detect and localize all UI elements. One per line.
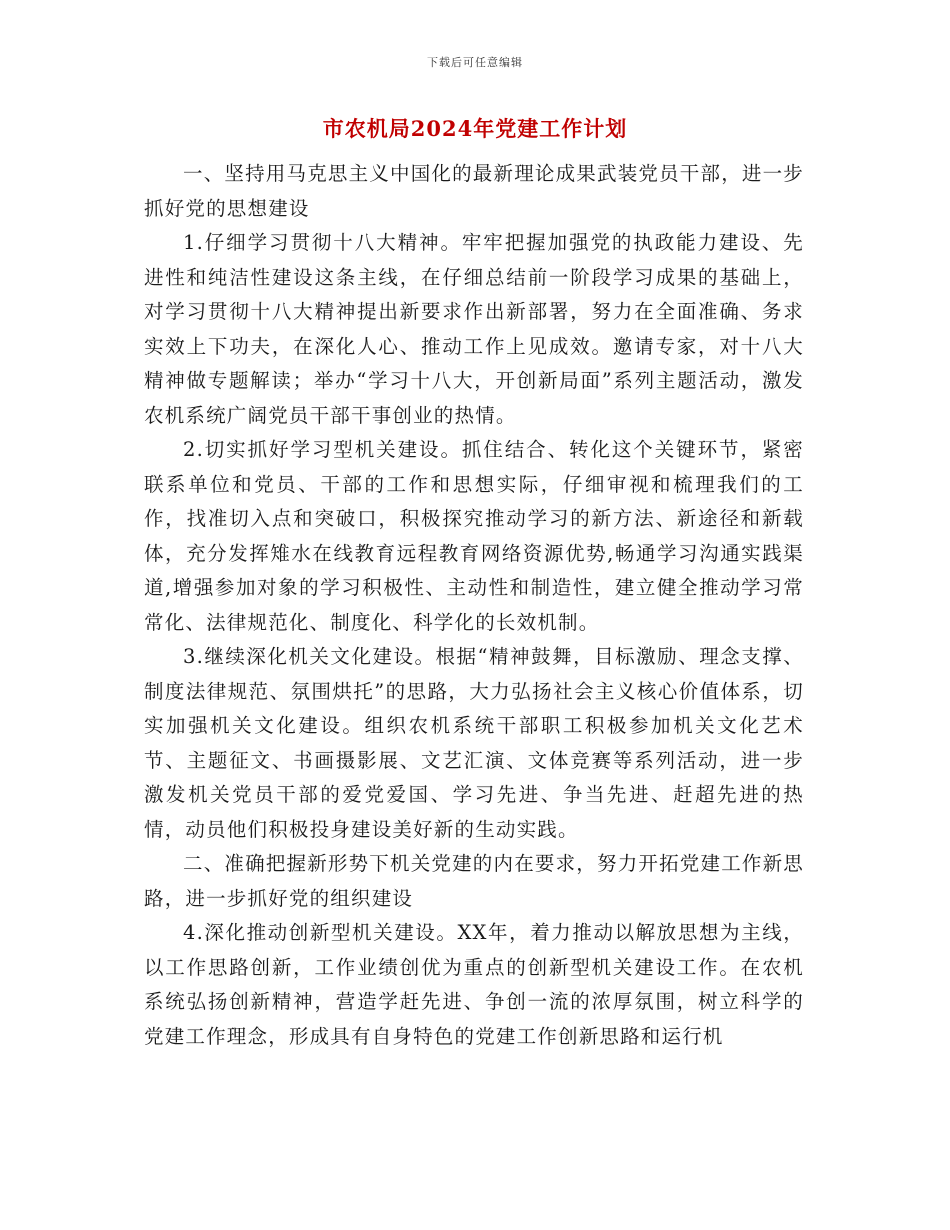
section-heading-1: 一、坚持用马克思主义中国化的最新理论成果武装党员干部，进一步抓好党的思想建设: [144, 162, 805, 220]
document-title: 市农机局2024年党建工作计划: [322, 116, 628, 141]
document-body: [144, 157, 804, 1054]
paragraph-item-2: 2.切实抓好学习型机关建设。抓住结合、转化这个关键环节，紧密联系单位和党员、干部的工作和思想实际，仔细审视和梳理我们的工作，找准切入点和突破口，积极探究推动学习的新方法、新途径和新载体，充分发挥雉水在线教育远程教育网络资源优势,畅通学习沟通实践渠道,增强参加对象的学习积极性、主动性和制造性，建立健全推动学习常常化、法律规范化、制度化、科学化的长效机制。: [144, 438, 804, 634]
paragraph-item-3: 3.继续深化机关文化建设。根据“精神鼓舞，目标激励、理念支撑、制度法律规范、氛围烘托”的思路，大力弘扬社会主义核心价值体系，切实加强机关文化建设。组织农机系统干部职工积极参加机关文化艺术节、主题征文、书画摄影展、文艺汇演、文体竞赛等系列活动，进一步激发机关党员干部的爱党爱国、学习先进、争当先进、赶超先进的热情，动员他们积极投身建设美好新的生动实践。: [144, 645, 804, 841]
section-heading-2: 二、准确把握新形势下机关党建的内在要求，努力开拓党建工作新思路，进一步抓好党的组织建设: [144, 852, 805, 910]
paragraph-item-1: 1.仔细学习贯彻十八大精神。牢牢把握加强党的执政能力建设、先进性和纯洁性建设这条主线，在仔细总结前一阶段学习成果的基础上，对学习贯彻十八大精神提出新要求作出新部署，努力在全面准确、务求实效上下功夫，在深化人心、推动工作上见成效。邀请专家，对十八大精神做专题解读；举办“学习十八大，开创新局面”系列主题活动，激发农机系统广阔党员干部干事创业的热情。: [144, 231, 804, 427]
paragraph-item-4: 4.深化推动创新型机关建设。XX年，着力推动以解放思想为主线，以工作思路创新，工作业绩创优为重点的创新型机关建设工作。在农机系统弘扬创新精神，营造学赶先进、争创一流的浓厚氛围，树立科学的党建工作理念，形成具有自身特色的党建工作创新思路和运行机: [144, 921, 804, 1048]
header-note: 下载后可任意编辑: [427, 56, 523, 69]
